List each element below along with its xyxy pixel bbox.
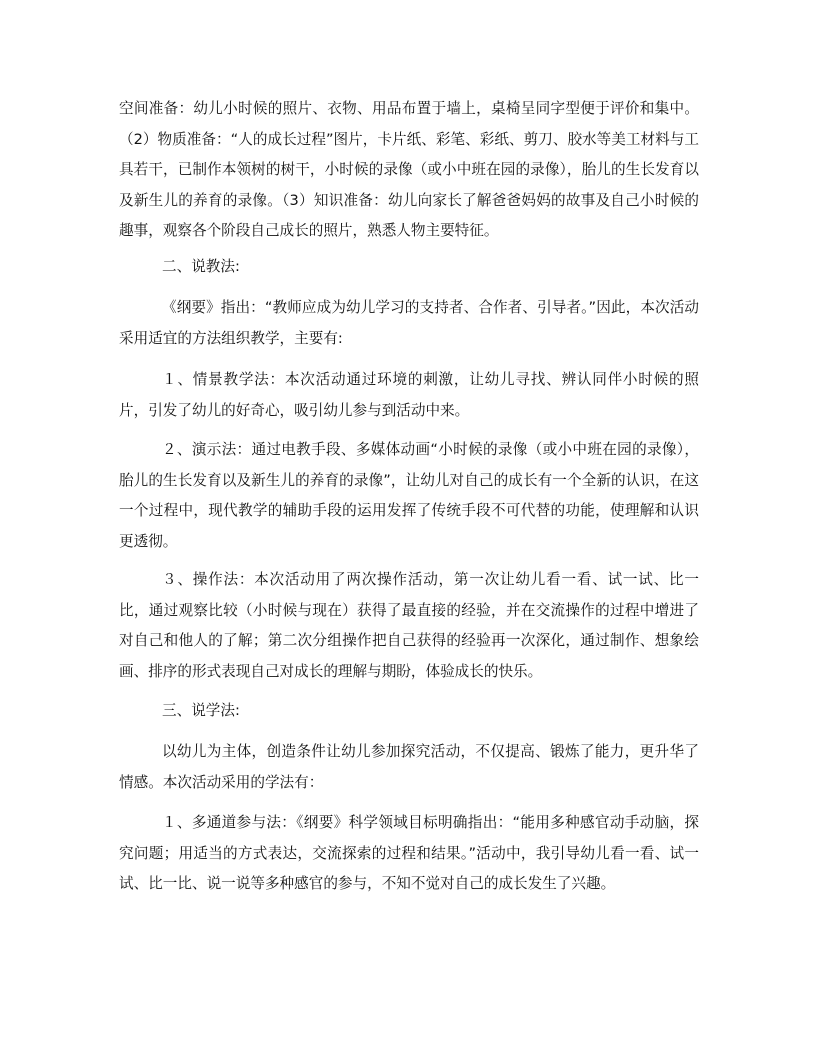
heading-teaching-methods: 二、说教法:: [162, 258, 240, 275]
paragraph-learning-intro: 以幼儿为主体，创造条件让幼儿参加探究活动，不仅提高、锻炼了能力，更升华了情感。本次活动采用的学法有：: [119, 743, 699, 791]
paragraph-operation-method: ３、操作法：本次活动用了两次操作活动，第一次让幼儿看一看、试一试、比一比，通过观察比较（小时候与现在）获得了最直接的经验，并在交流操作的过程中增进了对自己和他人的了解；第二次分组操作把自己获得的经验再一次深化，通过制作、想象绘画、排序的形式表现自己对成长的理解与期盼，体验成长的快乐。: [119, 571, 699, 680]
paragraph-guideline-quote: 《纲要》指出：“教师应成为幼儿学习的支持者、合作者、引导者。”因此，本次活动采用适宜的方法组织教学，主要有:: [119, 299, 699, 347]
paragraph-demonstration-method: ２、演示法：通过电教手段、多媒体动画“小时候的录像（或小中班在园的录像），胎儿的生长发育以及新生儿的养育的录像”，让幼儿对自己的成长有一个全新的认识，在这一个过程中，现代教学的辅助手段的运用发挥了传统手段不可代替的功能，使理解和认识更透彻。: [119, 441, 699, 550]
paragraph-multichannel-method: １、多通道参与法：《纲要》科学领域目标明确指出：“能用多种感官动手动脑，探究问题；用适当的方式表达，交流探索的过程和结果。”活动中，我引导幼儿看一看、试一试、比一比、说一说等多种感官的参与，不知不觉对自己的成长发生了兴趣。: [119, 814, 699, 892]
paragraph-situational-method: １、情景教学法：本次活动通过环境的刺激，让幼儿寻找、辨认同伴小时候的照片，引发了幼儿的好奇心，吸引幼儿参与到活动中来。: [119, 371, 699, 419]
heading-learning-methods: 三、说学法:: [162, 702, 240, 719]
paragraph-preparation: 空间准备：幼儿小时候的照片、衣物、用品布置于墙上，桌椅呈同字型便于评价和集中。（2）物质准备：“人的成长过程”图片，卡片纸、彩笔、彩纸、剪刀、胶水等美工材料与工具若干，已制作本领树的树干，小时候的录像（或小中班在园的录像），胎儿的生长发育以及新生儿的养育的录像。（3）知识准备：幼儿向家长了解爸爸妈妈的故事及自己小时候的趣事，观察各个阶段自己成长的照片，熟悉人物主要特征。: [119, 100, 699, 239]
